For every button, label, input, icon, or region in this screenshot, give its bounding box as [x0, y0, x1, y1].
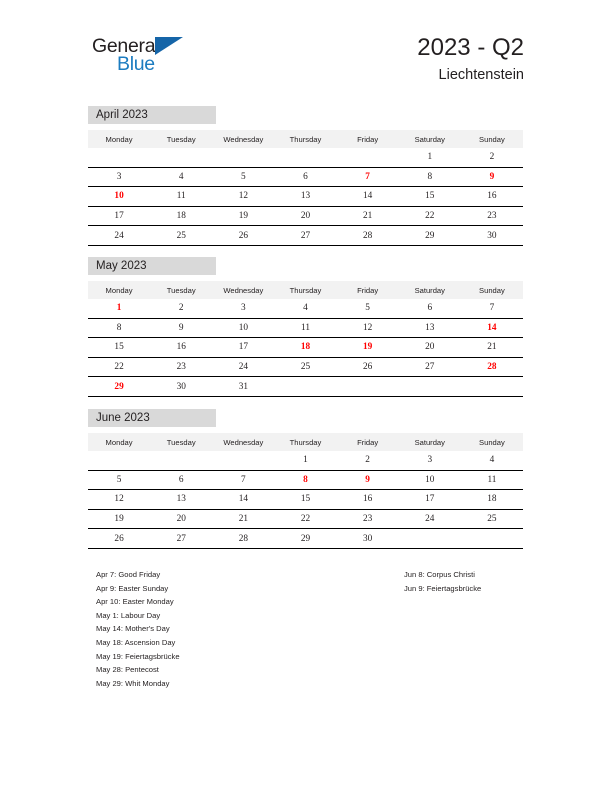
weekday-header-thursday: Thursday	[274, 130, 336, 148]
calendar-day-11[interactable]: 11	[461, 470, 523, 490]
calendar-day-15[interactable]: 15	[399, 187, 461, 207]
calendar-day-empty	[274, 148, 336, 167]
calendar-day-29[interactable]: 29	[399, 226, 461, 246]
weekday-header-wednesday: Wednesday	[212, 130, 274, 148]
calendar-day-26[interactable]: 26	[212, 226, 274, 246]
calendar-day-8-holiday[interactable]: 8	[274, 470, 336, 490]
calendar-day-25[interactable]: 25	[461, 509, 523, 529]
calendar-day-11[interactable]: 11	[274, 318, 336, 338]
calendar-day-24[interactable]: 24	[88, 226, 150, 246]
calendar-day-23[interactable]: 23	[150, 357, 212, 377]
title-block	[417, 33, 524, 85]
calendar-day-1[interactable]: 1	[399, 148, 461, 167]
calendar-day-empty	[337, 148, 399, 167]
calendar-day-empty	[461, 377, 523, 397]
calendar-table-june	[88, 433, 523, 549]
month-title-bar-may	[88, 257, 216, 275]
holiday-legend-item: May 29: Whit Monday	[96, 678, 170, 688]
page-header	[0, 0, 612, 100]
holiday-legend-item: May 28: Pentecost	[96, 665, 159, 675]
calendar-day-7[interactable]: 7	[461, 299, 523, 318]
calendar-week-row	[88, 377, 523, 397]
calendar-day-25[interactable]: 25	[150, 226, 212, 246]
calendar-day-24[interactable]: 24	[399, 509, 461, 529]
weekday-header-sunday: Sunday	[461, 433, 523, 451]
calendar-day-17[interactable]: 17	[212, 338, 274, 358]
calendar-day-15[interactable]: 15	[274, 490, 336, 510]
weekday-header-tuesday: Tuesday	[150, 281, 212, 299]
month-title-bar-april	[88, 106, 216, 124]
weekday-header-thursday: Thursday	[274, 433, 336, 451]
holiday-legend-item: Apr 7: Good Friday	[96, 570, 161, 579]
calendar-day-6[interactable]: 6	[399, 299, 461, 318]
calendar-day-31[interactable]: 31	[212, 377, 274, 397]
calendar-day-29[interactable]: 29	[274, 529, 336, 549]
calendar-day-empty	[212, 148, 274, 167]
calendar-day-30[interactable]: 30	[461, 226, 523, 246]
page-subtitle: Liechtenstein	[438, 67, 524, 83]
calendar-day-8[interactable]: 8	[88, 318, 150, 338]
calendar-day-21[interactable]: 21	[337, 206, 399, 226]
calendar-table-april	[88, 130, 523, 246]
calendar-day-14-holiday[interactable]: 14	[461, 318, 523, 338]
weekday-header-wednesday: Wednesday	[212, 433, 274, 451]
calendar-day-13[interactable]: 13	[399, 318, 461, 338]
calendar-day-17[interactable]: 17	[399, 490, 461, 510]
calendar-day-27[interactable]: 27	[274, 226, 336, 246]
calendar-week-row	[88, 318, 523, 338]
calendar-day-4[interactable]: 4	[461, 451, 523, 470]
calendar-day-15[interactable]: 15	[88, 338, 150, 358]
calendar-day-empty	[88, 148, 150, 167]
holiday-legend-item: May 19: Feiertagsbrücke	[96, 651, 180, 661]
calendar-day-28-holiday[interactable]: 28	[461, 357, 523, 377]
calendar-week-row	[88, 451, 523, 470]
calendar-day-22[interactable]: 22	[274, 509, 336, 529]
calendar-day-22[interactable]: 22	[88, 357, 150, 377]
calendar-day-10-holiday[interactable]: 10	[88, 187, 150, 207]
calendar-day-3[interactable]: 3	[399, 451, 461, 470]
calendar-day-26[interactable]: 26	[88, 529, 150, 549]
calendar-week-row	[88, 148, 523, 167]
calendar-week-row	[88, 226, 523, 246]
weekday-header-thursday: Thursday	[274, 281, 336, 299]
weekday-header-sunday: Sunday	[461, 130, 523, 148]
holiday-legend-column-right	[404, 568, 481, 595]
weekday-header-friday: Friday	[337, 130, 399, 148]
calendar-day-28[interactable]: 28	[212, 529, 274, 549]
calendar-day-empty	[399, 529, 461, 549]
weekday-header-monday: Monday	[88, 433, 150, 451]
calendar-day-empty	[88, 451, 150, 470]
calendar-day-12[interactable]: 12	[88, 490, 150, 510]
calendar-day-27[interactable]: 27	[399, 357, 461, 377]
weekday-header-sunday: Sunday	[461, 281, 523, 299]
calendar-day-6[interactable]: 6	[274, 167, 336, 187]
month-title-bar-june	[88, 409, 216, 427]
calendar-day-17[interactable]: 17	[88, 206, 150, 226]
weekday-header-wednesday: Wednesday	[212, 281, 274, 299]
weekday-header-saturday: Saturday	[399, 433, 461, 451]
calendar-day-empty	[274, 377, 336, 397]
calendar-week-row	[88, 490, 523, 510]
calendar-week-row	[88, 167, 523, 187]
calendar-day-4[interactable]: 4	[150, 167, 212, 187]
calendar-day-18[interactable]: 18	[150, 206, 212, 226]
general-blue-logo	[92, 36, 212, 82]
calendar-day-9-holiday[interactable]: 9	[337, 470, 399, 490]
calendar-day-1-holiday[interactable]: 1	[88, 299, 150, 318]
month-block-may	[88, 257, 523, 397]
calendar-week-row	[88, 299, 523, 318]
calendar-day-19[interactable]: 19	[212, 206, 274, 226]
calendar-day-empty	[337, 377, 399, 397]
calendar-day-7[interactable]: 7	[212, 470, 274, 490]
calendar-day-21[interactable]: 21	[461, 338, 523, 358]
month-block-april	[88, 106, 523, 246]
weekday-header-row	[88, 130, 523, 148]
calendar-day-6[interactable]: 6	[150, 470, 212, 490]
calendar-day-5[interactable]: 5	[337, 299, 399, 318]
calendar-day-13[interactable]: 13	[150, 490, 212, 510]
calendar-day-2[interactable]: 2	[337, 451, 399, 470]
holiday-legend-item: Apr 10: Easter Monday	[96, 597, 174, 607]
calendar-day-4[interactable]: 4	[274, 299, 336, 318]
calendar-day-1[interactable]: 1	[274, 451, 336, 470]
holiday-legend-item: Jun 9: Feiertagsbrücke	[404, 583, 482, 593]
calendar-day-30[interactable]: 30	[150, 377, 212, 397]
calendar-week-row	[88, 529, 523, 549]
calendar-day-18[interactable]: 18	[461, 490, 523, 510]
calendar-day-empty	[399, 377, 461, 397]
calendar-day-20[interactable]: 20	[399, 338, 461, 358]
holiday-legend-item: May 18: Ascension Day	[96, 637, 176, 647]
calendar-day-19[interactable]: 19	[88, 509, 150, 529]
calendar-week-row	[88, 206, 523, 226]
weekday-header-saturday: Saturday	[399, 281, 461, 299]
calendar-day-28[interactable]: 28	[337, 226, 399, 246]
calendar-day-24[interactable]: 24	[212, 357, 274, 377]
holiday-legend-item: Apr 9: Easter Sunday	[96, 583, 169, 593]
calendar-day-21[interactable]: 21	[212, 509, 274, 529]
calendar-week-row	[88, 470, 523, 490]
logo-text-blue: Blue	[117, 53, 155, 75]
calendar-day-5[interactable]: 5	[88, 470, 150, 490]
weekday-header-monday: Monday	[88, 281, 150, 299]
calendar-day-2[interactable]: 2	[150, 299, 212, 318]
calendar-week-row	[88, 338, 523, 358]
weekday-header-friday: Friday	[337, 433, 399, 451]
calendar-day-11[interactable]: 11	[150, 187, 212, 207]
holiday-legend-item: May 1: Labour Day	[96, 610, 161, 620]
calendar-day-16[interactable]: 16	[461, 187, 523, 207]
calendar-day-16[interactable]: 16	[150, 338, 212, 358]
calendar-day-10[interactable]: 10	[399, 470, 461, 490]
page-title: 2023 - Q2	[417, 34, 524, 61]
month-title-may: May 2023	[96, 259, 147, 272]
weekday-header-saturday: Saturday	[399, 130, 461, 148]
calendar-day-8[interactable]: 8	[399, 167, 461, 187]
weekday-header-monday: Monday	[88, 130, 150, 148]
holiday-legend-item: Jun 8: Corpus Christi	[404, 570, 475, 579]
calendar-day-12[interactable]: 12	[337, 318, 399, 338]
logo-triangle-icon	[155, 37, 183, 55]
calendar-day-25[interactable]: 25	[274, 357, 336, 377]
calendar-day-27[interactable]: 27	[150, 529, 212, 549]
holiday-legend	[0, 568, 612, 698]
calendar-week-row	[88, 509, 523, 529]
calendar-day-2[interactable]: 2	[461, 148, 523, 167]
holiday-legend-column-left	[96, 568, 180, 690]
calendar-day-7-holiday[interactable]: 7	[337, 167, 399, 187]
holiday-legend-item: May 14: Mother's Day	[96, 624, 170, 634]
month-block-june	[88, 409, 523, 549]
calendar-day-empty	[150, 451, 212, 470]
calendar-day-26[interactable]: 26	[337, 357, 399, 377]
calendar-week-row	[88, 357, 523, 377]
weekday-header-friday: Friday	[337, 281, 399, 299]
weekday-header-row	[88, 281, 523, 299]
calendar-day-16[interactable]: 16	[337, 490, 399, 510]
calendar-day-18-holiday[interactable]: 18	[274, 338, 336, 358]
weekday-header-row	[88, 433, 523, 451]
calendar-day-10[interactable]: 10	[212, 318, 274, 338]
calendar-day-14[interactable]: 14	[337, 187, 399, 207]
calendar-day-empty	[212, 451, 274, 470]
calendar-day-3[interactable]: 3	[88, 167, 150, 187]
calendar-day-29-holiday[interactable]: 29	[88, 377, 150, 397]
calendar-day-14[interactable]: 14	[212, 490, 274, 510]
calendar-day-13[interactable]: 13	[274, 187, 336, 207]
calendar-week-row	[88, 187, 523, 207]
calendar-day-empty	[150, 148, 212, 167]
month-title-april: April 2023	[96, 108, 148, 121]
calendar-day-3[interactable]: 3	[212, 299, 274, 318]
calendar-day-empty	[461, 529, 523, 549]
calendar-day-20[interactable]: 20	[274, 206, 336, 226]
calendar-day-5[interactable]: 5	[212, 167, 274, 187]
calendar-day-23[interactable]: 23	[337, 509, 399, 529]
calendar-day-9[interactable]: 9	[150, 318, 212, 338]
month-title-june: June 2023	[96, 411, 150, 424]
calendar-day-23[interactable]: 23	[461, 206, 523, 226]
calendar-day-22[interactable]: 22	[399, 206, 461, 226]
calendar-day-30[interactable]: 30	[337, 529, 399, 549]
logo-text-general: General	[92, 35, 160, 57]
weekday-header-tuesday: Tuesday	[150, 130, 212, 148]
weekday-header-tuesday: Tuesday	[150, 433, 212, 451]
calendar-day-19-holiday[interactable]: 19	[337, 338, 399, 358]
calendar-day-20[interactable]: 20	[150, 509, 212, 529]
calendar-day-9-holiday[interactable]: 9	[461, 167, 523, 187]
calendar-day-12[interactable]: 12	[212, 187, 274, 207]
calendar-table-may	[88, 281, 523, 397]
